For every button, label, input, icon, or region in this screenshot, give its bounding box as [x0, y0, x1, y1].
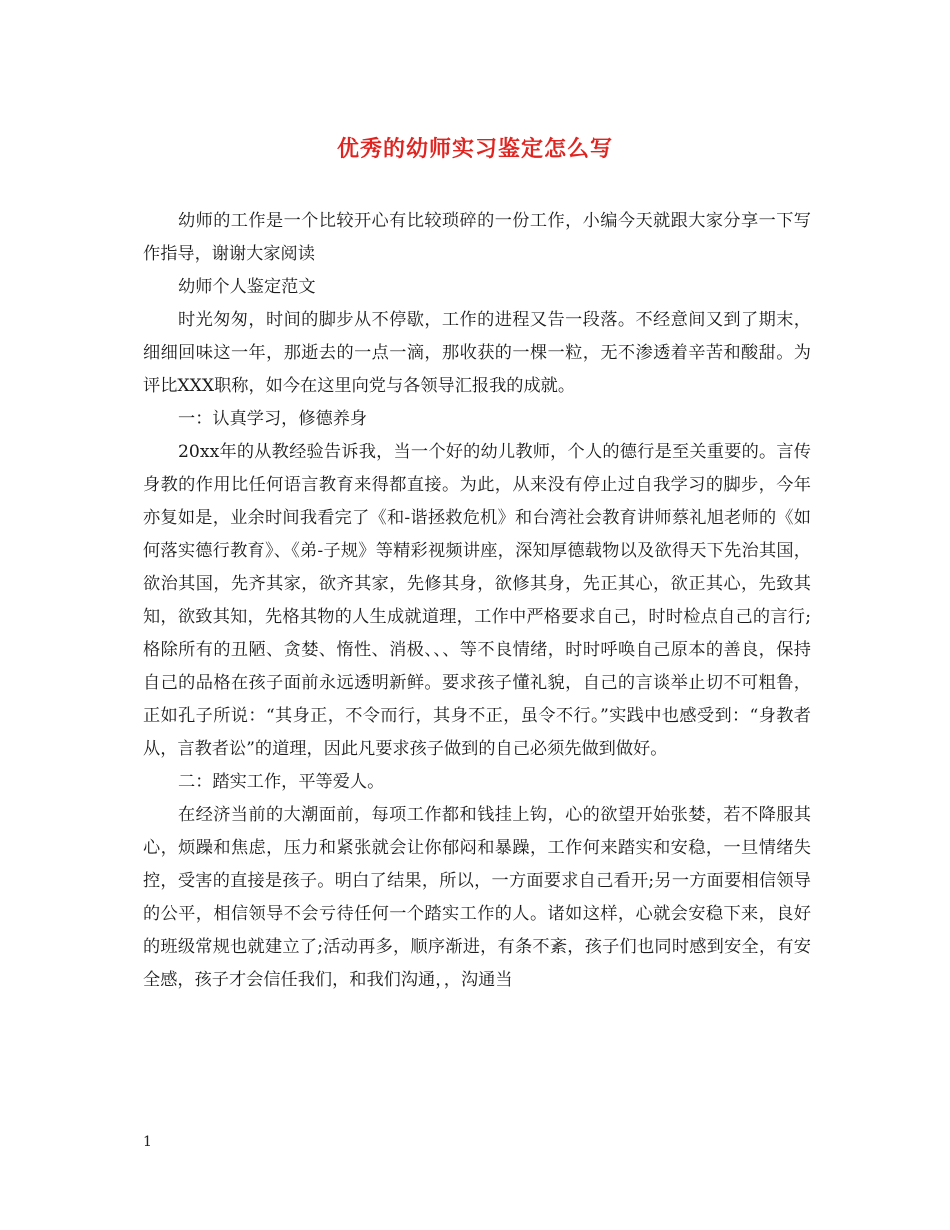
- paragraph-section-1: 20xx年的从教经验告诉我，当一个好的幼儿教师，个人的德行是至关重要的。言传身教的作用比任何语言教育来得都直接。为此，从来没有停止过自我学习的脚步，今年亦复如是，业余时间我看完了《和-谐拯救危机》和台湾社会教育讲师蔡礼旭老师的《如何落实德行教育》、《弟-子规》等精彩视频讲座，深知厚德载物以及欲得天下先治其国，欲治其国，先齐其家，欲齐其家，先修其身，欲修其身，先正其心，欲正其心，先致其知，欲致其知，先格其物的人生成就道理，工作中严格要求自己，时时检点自己的言行;格除所有的丑陋、贪婪、惰性、消极、、、等不良情绪，时时呼唤自己原本的善良，保持自己的品格在孩子面前永远透明新鲜。要求孩子懂礼貌，自己的言谈举止切不可粗鲁，正如孔子所说：“其身正，不令而行，其身不正，虽令不行。”实践中也感受到：“身教者从，言教者讼”的道理，因此凡要求孩子做到的自己必须先做到做好。: [143, 442, 811, 759]
- paragraph-opening: 时光匆匆，时间的脚步从不停歇，工作的进程又告一段落。不经意间又到了期末，细细回味这一年，那逝去的一点一滴，那收获的一棵一粒，无不渗透着辛苦和酸甜。为评比XXX职称，如今在这里向党与各领导汇报我的成就。: [143, 310, 811, 396]
- document-body: [143, 205, 811, 997]
- section-heading-2: 二：踏实工作，平等爱人。: [178, 772, 385, 792]
- paragraph-subtitle: 幼师个人鉴定范文: [178, 277, 316, 297]
- section-heading-1: 一：认真学习，修德养身: [178, 409, 368, 429]
- document-title: 优秀的幼师实习鉴定怎么写: [336, 136, 613, 162]
- paragraph-intro: 幼师的工作是一个比较开心有比较琐碎的一份工作，小编今天就跟大家分享一下写作指导，谢谢大家阅读: [143, 211, 811, 264]
- paragraph-section-2: 在经济当前的大潮面前，每项工作都和钱挂上钩，心的欲望开始张婪，若不降服其心，烦躁和焦虑，压力和紧张就会让你郁闷和暴躁，工作何来踏实和安稳，一旦情绪失控，受害的直接是孩子。明白了结果，所以，一方面要求自己看开;另一方面要相信领导的公平，相信领导不会亏待任何一个踏实工作的人。诸如这样，心就会安稳下来，良好的班级常规也就建立了;活动再多，顺序渐进，有条不紊，孩子们也同时感到安全，有安全感，孩子才会信任我们，和我们沟通，，沟通当: [143, 805, 811, 990]
- page-number: 1: [143, 1134, 152, 1150]
